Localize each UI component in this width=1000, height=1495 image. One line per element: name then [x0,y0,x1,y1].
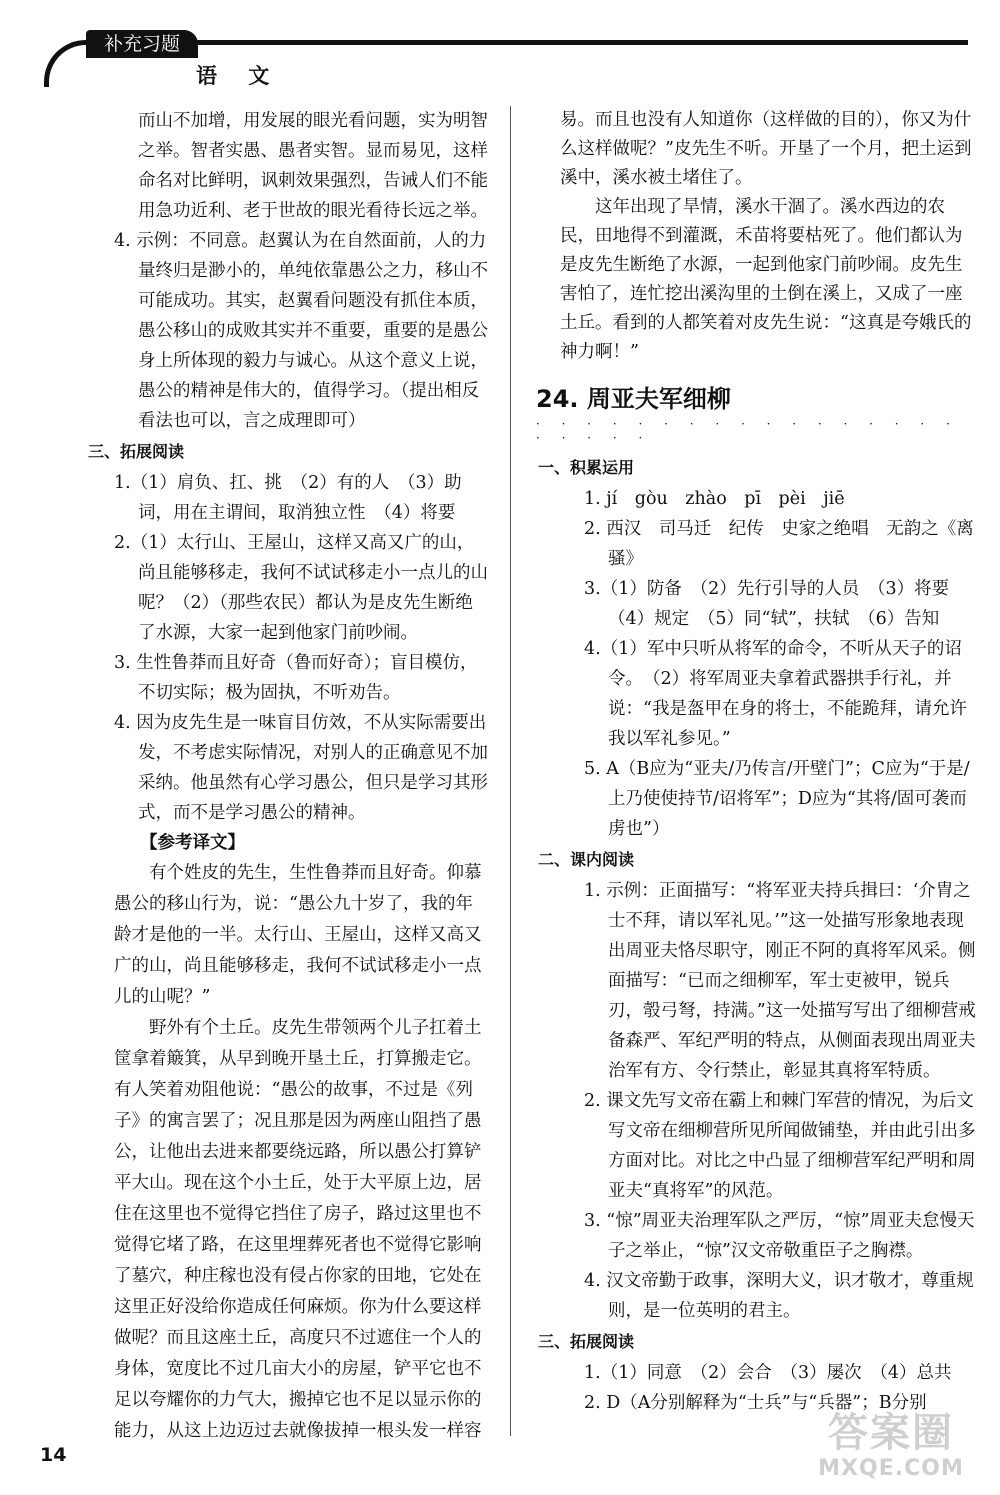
reading-answer-2: 2. 课文先写文帝在霸上和棘门军营的情况，为后文写文帝在细柳营所见所闻做铺垫，并由此引出多方面对比。对比之中凸显了细柳营军纪严明和周亚夫“真将军”的风范。 [584,1091,976,1201]
extended-answer-1: 1.（1）肩负、扛、挑 （2）有的人 （3）助词，用在主谓间，取消独立性 （4）将要 [114,473,462,523]
accumulation-answer-5: 5. A（B应为“亚夫/乃传言/开壁门”；C应为“于是/上乃使使持节/诏将军”；D应为“其将/固可袭而虏也”） [584,759,970,839]
translation-paragraph-2: 野外有个土丘。皮先生带领两个儿子扛着土筐拿着簸箕，从早到晚开垦土丘，打算搬走它。有人笑着劝阻他说：“愚公的故事，不过是《列子》的寓言罢了；况且那是因为两座山阻挡了愚公，让他出去进来都要绕远路，所以愚公打算铲平大山。现在这个小土丘，处于大平原上边，居住在这里也不觉得它挡住了房子，路过这里也不觉得它堵了路，在这里埋葬死者也不觉得它影响了墓穴，种庄稼也没有侵占你家的田地，它处在这里正好没给你造成任何麻烦。你为什么要这样做呢？而且这座土丘，高度只不过遮住一个人的身体，宽度比不过几亩大小的房屋，铲平它也不足以夸耀你的力气大，搬掉它也不足以显示你的能力，从这上边迈过去就像拔掉一根头发一样容 [114,1018,482,1441]
left-column [88,106,490,1447]
extended-answer-4: 4. 因为皮先生是一味盲目仿效，不从实际需要出发，不考虑实际情况，对别人的正确意见不加采纳。他虽然有心学习愚公，但只是学习其形式，而不是学习愚公的精神。 [114,713,488,823]
extended-answer-3: 3. 生性鲁莽而且好奇（鲁而好奇）；盲目模仿，不切实际；极为固执，不听劝告。 [114,653,478,703]
translation-paragraph-4: 这年出现了旱情，溪水干涸了。溪水西边的农民，田地得不到灌溉，禾苗将要枯死了。他们都认为是皮先生断绝了水源，一起到他家门前吵闹。皮先生害怕了，连忙挖出溪沟里的土倒在溪上，又成了一座土丘。看到的人都笑着对皮先生说：“这真是夸娥氏的神力啊！” [560,197,972,362]
extended-reading-answer-2: 2. D（A分别解释为“士兵”与“兵器”；B分别 [584,1393,927,1413]
section-heading-extended-reading: 三、拓展阅读 [88,442,185,461]
lesson-title: 24. 周亚夫军细柳 [536,385,731,413]
answer-item-4: 4. 示例：不同意。赵翼认为在自然面前，人的力量终归是渺小的，单纯依靠愚公之力，移山不可能成功。其实，赵翼看问题没有抓住本质，愚公移山的成败其实并不重要，重要的是愚公身上所体现的毅力与诚心。从这个意义上说，愚公的精神是伟大的，值得学习。（提出相反看法也可以，言之成理即可） [114,231,488,431]
subject-label: 语 文 [196,64,282,88]
accumulation-answer-3: 3.（1）防备 （2）先行引导的人员 （3）将要 （4）规定 （5）同“轼”，扶轼 （6）告知 [584,579,967,629]
section-heading-extended-reading-2: 三、拓展阅读 [538,1332,635,1351]
extended-reading-answer-1: 1.（1）同意 （2）会合 （3）屡次 （4）总共 [584,1363,952,1383]
book-series-tab: 补充习题 [86,30,198,58]
header-rule [92,40,968,45]
title-dotted-rule: · · · · · · · · · · · · · · · · · · · · · · [536,417,959,445]
site-watermark [796,1410,986,1488]
accumulation-answer-2: 2. 西汉 司马迁 纪传 史家之绝唱 无韵之《离骚》 [584,519,974,569]
accumulation-answer-1: 1. jí gòu zhào pī pèi jiē [584,489,845,509]
watermark-site-text: MXQE.COM [818,1456,964,1481]
accumulation-answer-4: 4.（1）军中只听从将军的命令，不听从天子的诏令。 （2）将军周亚夫拿着武器拱手行礼，并说：“我是盔甲在身的将士，不能跪拜，请允许我以军礼参见。” [584,639,967,749]
reference-translation-heading: 【参考译文】 [140,833,245,853]
reading-answer-3: 3. “惊”周亚夫治理军队之严厉，“惊”周亚夫怠慢天子之举止，“惊”汉文帝敬重臣子之胸襟。 [584,1211,975,1261]
extended-answer-2: 2.（1）太行山、王屋山，这样又高又广的山，尚且能够移走，我何不试试移走小一点儿的山呢？（2）（那些农民）都认为是皮先生断绝了水源，大家一起到他家门前吵闹。 [114,533,488,643]
column-divider [510,106,511,1436]
section-heading-accumulation: 一、积累运用 [538,458,635,477]
reading-answer-1: 1. 示例：正面描写：“将军亚夫持兵揖曰：‘介胄之士不拜，请以军礼见。’”这一处描写形象地表现出周亚夫恪尽职守，刚正不阿的真将军风采。侧面描写：“已而之细柳军，军士吏被甲，锐兵刃，彀弓弩，持满。”这一处描写写出了细柳营戒备森严、军纪严明的特点，从侧面表现出周亚夫治军有方、令行禁止，彰显其真将军特质。 [584,881,976,1081]
watermark-logo-text: 答案圈 [828,1410,954,1456]
section-heading-in-class-reading: 二、课内阅读 [538,850,635,869]
answer-continuation: 而山不加增，用发展的眼光看问题，实为明智之举。智者实愚、愚者实智。显而易见，这样命名对比鲜明，讽刺效果强烈，告诫人们不能用急功近利、老于世故的眼光看待长远之举。 [138,111,488,221]
translation-paragraph-3: 易。而且也没有人知道你（这样做的目的），你又为什么这样做呢？”皮先生不听。开垦了一个月，把土运到溪中，溪水被土堵住了。 [560,110,972,188]
translation-paragraph-1: 有个姓皮的先生，生性鲁莽而且好奇。仰慕愚公的移山行为，说：“愚公九十岁了，我的年龄才是他的一半。太行山、王屋山，这样又高又广的山，尚且能够移走，我何不试试移走小一点儿的山呢？” [114,863,482,1007]
reading-answer-4: 4. 汉文帝勤于政事，深明大义，识才敬才，尊重规则，是一位英明的君主。 [584,1271,974,1321]
page-header [0,0,1000,100]
right-column [536,106,978,1418]
page-number: 14 [40,1444,67,1466]
